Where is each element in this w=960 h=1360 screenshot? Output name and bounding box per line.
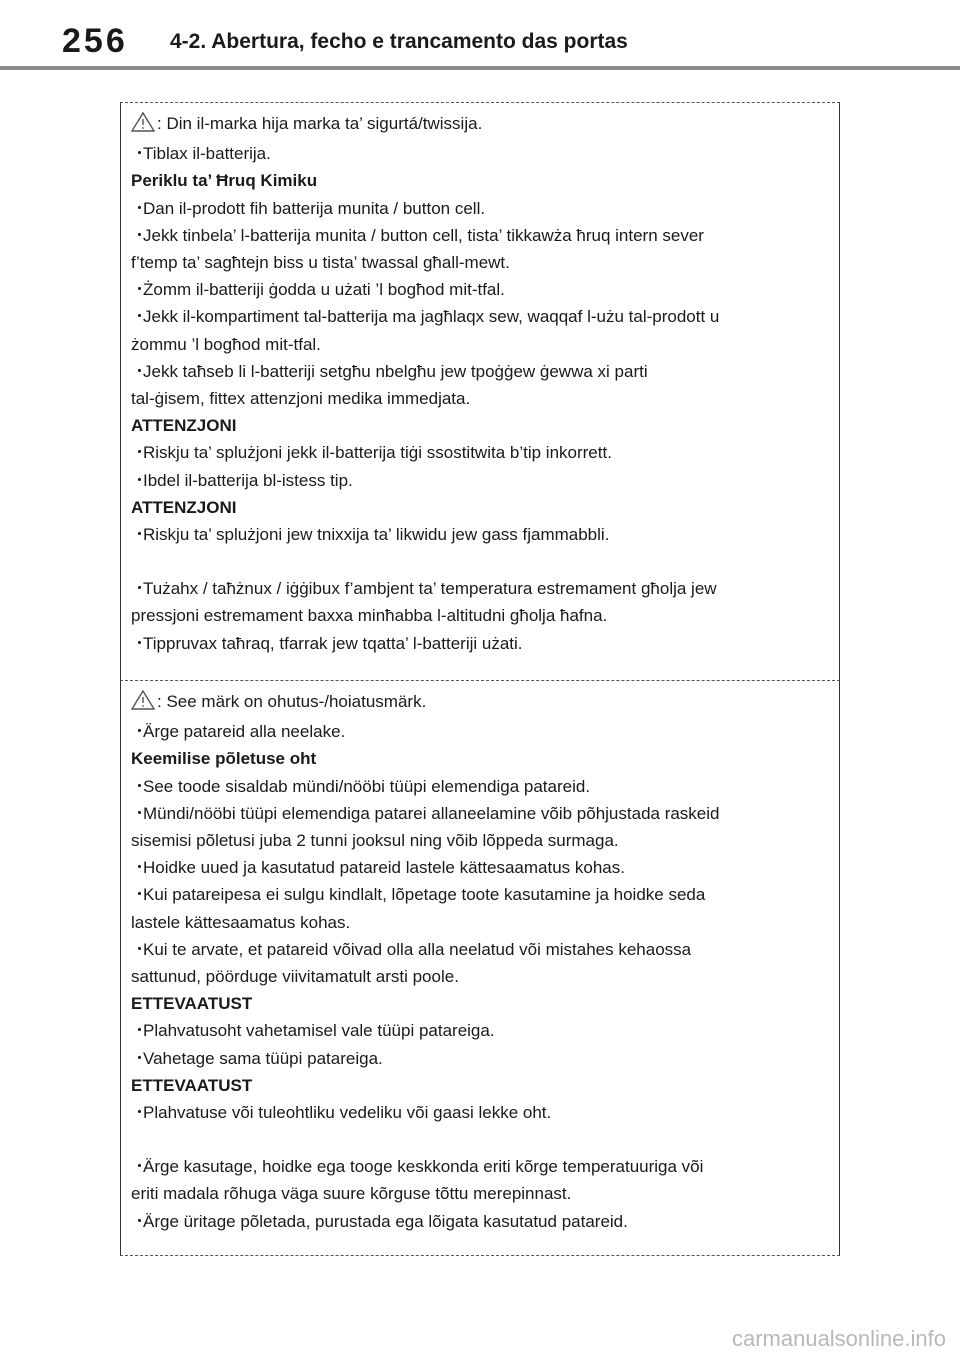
bullet-item [131,140,829,167]
bullet-marker: ・ [131,280,148,300]
bullet-marker: ・ [131,858,148,878]
bullet-marker: ・ [131,470,148,490]
section-heading: Periklu ta’ Ħruq Kimiku [131,171,318,191]
spacer [131,548,829,575]
bullet-item [131,358,829,385]
bullet-marker: ・ [131,1021,148,1041]
bullet-marker: ・ [131,1157,148,1177]
bullet-marker: ・ [131,225,148,245]
line-text: sattunud, pöörduge viivitamatult arsti poole. [131,967,459,987]
bullet-item [131,1017,829,1044]
continuation-line [131,1180,829,1207]
bullet-item [131,467,829,494]
line-text: Riskju ta’ splużjoni jew tnixxija ta’ likwidu jew gass fjammabbli. [143,525,610,545]
bullet-item [131,575,829,602]
line-text: Kui patareipesa ei sulgu kindlalt, lõpetage toote kasutamine ja hoidke seda [143,885,706,905]
watermark: carmanualsonline.info [731,1326,946,1351]
continuation-line [131,602,829,629]
line-text: Tippruvax taħraq, tfarrak jew tqatta’ l-batteriji użati. [143,633,523,653]
warning-symbol-line [131,110,829,140]
line-text: Mündi/nööbi tüüpi elemendiga patarei allaneelamine võib põhjustada raskeid [143,803,720,823]
bullet-item [131,854,829,881]
bullet-marker: ・ [131,525,148,545]
bullet-item [131,630,829,657]
bullet-marker: ・ [131,307,148,327]
line-text: eriti madala rõhuga väga suure kõrguse tõttu merepinnast. [131,1184,572,1204]
warning-symbol-text: : See märk on ohutus-/hoiatusmärk. [157,692,427,711]
bullet-item [131,773,829,800]
line-text: żommu ’l bogħod mit-tfal. [131,334,321,354]
continuation-line [131,909,829,936]
bullet-item [131,439,829,466]
line-text: sisemisi põletusi juba 2 tunni jooksul ning võib lõppeda surmaga. [131,831,619,851]
line-text: Vahetage sama tüüpi patareiga. [143,1048,383,1068]
continuation-line [131,249,829,276]
line-text: Ärge üritage põletada, purustada ega lõigata kasutatud patareid. [143,1211,628,1231]
bullet-item [131,195,829,222]
bullet-item [131,276,829,303]
line-text: Jekk il-kompartiment tal-batterija ma jagħlaqx sew, waqqaf l-użu tal-prodott u [143,307,720,327]
bullet-item [131,718,829,745]
bullet-marker: ・ [131,1211,148,1231]
line-text: Jekk tinbela’ l-batterija munita / button cell, tista’ tikkawża ħruq intern sever [143,225,704,245]
bullet-marker: ・ [131,722,148,742]
bullet-item [131,936,829,963]
section-heading: ATTENZJONI [131,497,237,517]
bullet-item [131,1045,829,1072]
header-rule [0,66,960,70]
line-text: Plahvatusoht vahetamisel vale tüüpi patareiga. [143,1021,495,1041]
bullet-item [131,521,829,548]
bullet-marker: ・ [131,1103,148,1123]
bullet-marker: ・ [131,803,148,823]
maltese-warning-box [120,102,840,680]
maltese-lines [131,140,829,657]
continuation-line [131,827,829,854]
section-heading: ETTEVAATUST [131,1075,253,1095]
line-text: Riskju ta’ splużjoni jekk il-batterija tiġi ssostitwita b’tip inkorrett. [143,443,612,463]
line-text: Ärge kasutage, hoidke ega tooge keskkonda eriti kõrge temperatuuriga või [143,1157,704,1177]
section-title: 4-2. Abertura, fecho e trancamento das portas [170,30,628,53]
bullet-marker: ・ [131,443,148,463]
bullet-item [131,1208,829,1235]
bullet-marker: ・ [131,361,148,381]
bullet-item [131,222,829,249]
bullet-marker: ・ [131,633,148,653]
bullet-marker: ・ [131,1048,148,1068]
line-text: Tiblax il-batterija. [143,144,271,164]
section-heading: ATTENZJONI [131,416,237,436]
line-text: Jekk taħseb li l-batteriji setgħu nbelgħu jew tpoġġew ġewwa xi parti [143,361,648,381]
warning-symbol-text: : Din il-marka hija marka ta’ sigurtá/twissija. [157,114,483,133]
bullet-item [131,1099,829,1126]
bullet-marker: ・ [131,579,148,599]
bullet-marker: ・ [131,939,148,959]
line-text: Tużahx / taħżnux / iġġibux f’ambjent ta’ temperatura estremament għolja jew [143,579,717,599]
line-text: Hoidke uued ja kasutatud patareid lastele kättesaamatus kohas. [143,858,625,878]
bullet-item [131,303,829,330]
line-text: Ärge patareid alla neelake. [143,722,346,742]
bullet-item [131,1153,829,1180]
line-text: Dan il-prodott fih batterija munita / button cell. [143,198,486,218]
bullet-item [131,881,829,908]
spacer [131,1126,829,1153]
bullet-marker: ・ [131,198,148,218]
bullet-marker: ・ [131,885,148,905]
continuation-line [131,963,829,990]
bullet-item [131,800,829,827]
page-header [0,0,960,70]
page-number: 256 [62,22,128,60]
bullet-marker: ・ [131,144,148,164]
section-heading: Keemilise põletuse oht [131,749,317,769]
line-text: Plahvatuse või tuleohtliku vedeliku või gaasi lekke oht. [143,1103,552,1123]
warning-symbol-line [131,688,829,718]
line-text: Ibdel il-batterija bl-istess tip. [143,470,353,490]
line-text: pressjoni estremament baxxa minħabba l-altitudni għolja ħafna. [131,606,608,626]
line-text: lastele kättesaamatus kohas. [131,912,351,932]
section-heading: ETTEVAATUST [131,994,253,1014]
line-text: Kui te arvate, et patareid võivad olla alla neelatud või mistahes kehaossa [143,939,692,959]
estonian-warning-box [120,680,840,1256]
continuation-line [131,385,829,412]
dashed-divider-bottom [120,1255,840,1256]
warning-triangle-icon [131,690,155,718]
line-text: f’temp ta’ sagħtejn biss u tista’ twassal għall-mewt. [131,253,510,273]
line-text: tal-ġisem, fittex attenzjoni medika immedjata. [131,389,471,409]
continuation-line [131,331,829,358]
line-text: See toode sisaldab mündi/nööbi tüüpi elemendiga patareid. [143,776,591,796]
warning-triangle-icon [131,112,155,140]
bullet-marker: ・ [131,776,148,796]
line-text: Żomm il-batteriji ġodda u użati ’l bogħod mit-tfal. [143,280,505,300]
estonian-lines [131,718,829,1235]
